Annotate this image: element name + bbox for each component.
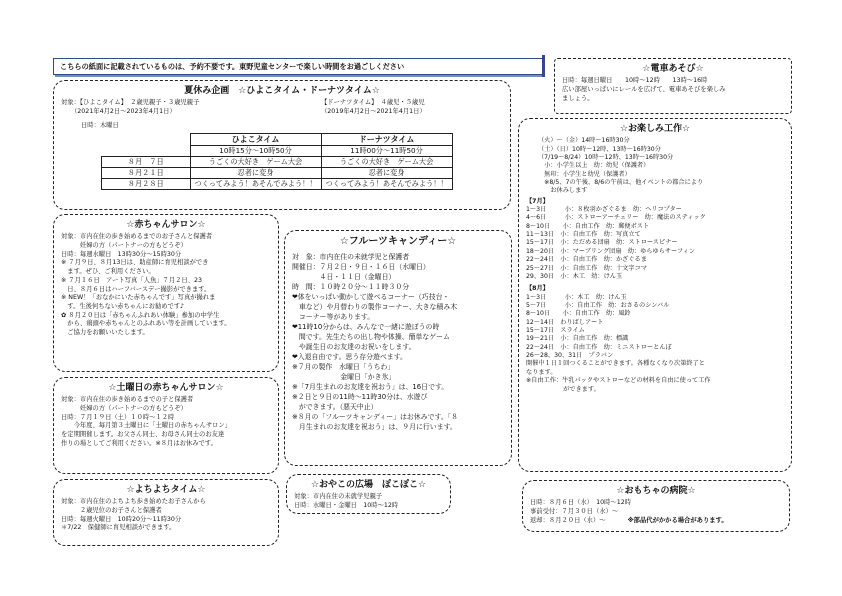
table-row: ８月２１日 忍者に変身 忍者に変身 — [102, 168, 453, 179]
hospital-note: ※部品代がかかる場合があります。 — [627, 516, 728, 524]
fruits-candy-box: ☆フルーツキャンディー☆ 対 象：市内在住の未就学児と保護者 開催日：７月２日・９日・１６日（水曜日） ４日・１１日（金曜日） 時 間：１０時２０分～１１時３０分 ❤体をいっぱい動かして遊べるコーナー（巧技台・ 車など）や月替わりの製作コーナー、大きな積み木 コーナー等があります。 ❤11時10分からは、みんなで一緒に遊ぼうの時 間です。先生たちの出し物や体操、簡単なゲーム や誕生日のお友達のお祝いをします。 ❤入退自由です。思う存分遊べます。 ※７月の製作 水曜日「うちわ」 金曜日「かき氷」 ※「7月生まれのお友達を祝おう」は、16日です。 ※２日と９日の11時～11時30分は、水遊び ができます。（悪天中止） ※８月の「フルーツキャンディー」はお休みです。「８ 月生まれのお友達を祝おう」は、９月に行います。 — [284, 230, 512, 466]
summer-title: 夏休み企画 ☆ひよこタイム・ドーナツタイム☆ — [184, 86, 380, 96]
craft-title: ☆お楽しみ工作☆ — [619, 124, 691, 134]
summer-target-b: 【ドーナツタイム】 ４歳児・５歳児 — [321, 99, 425, 107]
craft-box: ☆お楽しみ工作☆ （火）～（金）14時～16時30分 （土）（日）10時～12時、13時～16時30分 （7/19～8/24）10時～12時、13時～16時30分 小：小学生以上 幼：幼児（保護者） 無印：小学生と幼児（保護者） ※8/5、7の午後、8/6の午前は、他イベントの都合により お休みします 【7月】 1～3日 小：８枚羽かざぐるま 幼：ヘリコプター 4～6日 小：ストローアーチェリー 幼：魔法のスティック 8～10日 小：自由工作 幼：郵便ポスト 11～13日 小：自由工作 幼：写真立て 15～17日 小：ただめる団扇 幼：ストロースピナー 18～20日 小：マーブリング団扇 幼：ゆらゆらサーフィン 22～24日 小：自由工作 幼：かざぐるま 25～27日 小：自由工作 幼：十文字コマ 29、30日 小：木工 幼：けん玉 【8月】 1～3日 小：木工 幼：けん玉 5～7日 小：自由工作 幼：おさるのシンバル 8～10日 小：自由工作 幼：風鈴 12～14日 わりばしアート 15～17日 スライム 19～21日 小：自由工作 幼：標識 22～24日 小：自由工作 幼：ミニストローとんぼ 26～28、30、31日 プラバン 開催中１日１回つくることができます。各種なくなり次第終了と なります。 ※自由工作：牛乳パックやストローなどの材料を自由に使って工作 ができます。 — [518, 118, 792, 472]
summer-range-b: （2019年4月2日～2021年4月1日） — [321, 108, 426, 116]
train-box: ☆電車あそび☆ 日時：毎週日曜日 10時～12時 13時～16時 広い部屋いっぱいにレールを広げて、電車あそびを楽しみ ましょう。 — [554, 58, 792, 114]
july-heading: 【7月】 — [526, 197, 549, 205]
oyako-title: ☆おやこの広場 ぽこぽこ☆ — [310, 480, 427, 490]
summer-day: 日時：木曜日 — [81, 122, 119, 130]
baby-title: ☆赤ちゃんサロン☆ — [126, 220, 206, 230]
fruits-title: ☆フルーツキャンディー☆ — [339, 236, 457, 247]
oyako-box: ☆おやこの広場 ぽこぽこ☆ 対象：市内在住の未就学児親子 日時：水曜日・金曜日 10時～12時 — [286, 474, 451, 514]
aug-heading: 【8月】 — [526, 285, 549, 293]
baby-lines: 対象：市内在住の歩き始めるまでのお子さんと保護者 妊婦の方（パートナーの方もどうぞ） 日時：毎週水曜日 13時30分～15時30分 ※ ７月９日、８月13日は、助産師に育児相談ができ ます。ぜひ、ご利用ください。 ※ ７月１６日 アート写真「人魚」７月２日、23 日、８月６日はハーフバースデー撮影ができます。 ※ NEW！「おなかにいた赤ちゃんです」写真が撮れま す。生後何ちない赤ちゃんにお勧めです♪ ✿ ８月２０日は「赤ちゃんふれあい体験」参加の中学生 から、鶏頭や赤ちゃんとのふれあい等を計画しています。 ご協力をお願いいたします。 — [61, 233, 231, 336]
summer-event-box — [53, 80, 511, 210]
banner-accent — [542, 55, 545, 77]
table-row: ８月２８日 つくってみよう！あそんでみよう！！ つくってみよう！あそんでみよう！！ — [102, 179, 453, 190]
saturday-title: ☆土曜日の赤ちゃんサロン☆ — [108, 383, 224, 393]
notice-banner: こちらの紙面に記載されているものは、予約不要です。東野児童センターで楽しい時間をお過ごしください — [53, 58, 543, 75]
summer-target-a: 対象：【ひよこタイム】 ２歳児親子・３歳児親子 — [61, 99, 200, 107]
table-row: ８月 ７日 うごくの大好き ゲーム大会 うごくの大好き ゲーム大会 — [102, 157, 453, 168]
col-hiyoko-time: 10時15分～10時50分 — [190, 146, 321, 157]
train-title: ☆電車あそび☆ — [642, 64, 704, 74]
toy-hospital-box: ☆おもちゃの病院☆ 日時：８月６日（水） 10時～12時 事前受付：７月３０日（水）～ 返却：８月２０日（水）～ ※部品代がかかる場合があります。 — [522, 480, 790, 532]
hospital-title: ☆おもちゃの病院☆ — [616, 486, 696, 496]
summer-range-a: （2021年4月2日～2023年4月1日） — [71, 108, 176, 116]
summer-schedule-table — [101, 133, 453, 190]
col-donut-time: 11時00分～11時50分 — [321, 146, 452, 157]
yochiyochi-box: ☆よちよちタイム☆ 対象：市内在住のよちよち歩き始めたお子さんから ２歳児位のお子さんと保護者 日時：毎週火曜日 10時20分～11時30分 ＊7/22 保健師に育児相談ができます。 — [53, 479, 279, 546]
baby-salon-box — [53, 214, 279, 372]
col-donut: ドーナツタイム — [321, 134, 452, 146]
col-hiyoko: ひよこタイム — [190, 134, 321, 146]
saturday-salon-box: ☆土曜日の赤ちゃんサロン☆ 対象：市内在住の歩き始めるまでの子と保護者 妊婦の方（パートナーの方もどうぞ） 日時：７月１９日（土）１０時～１２時 今年度、毎月第３土曜日に「土曜日の赤ちゃんサロン」 を定期開催します。お父さん同士、お母さん同士のお友達 作りの場としてご利用ください。※８月はお休みです。 — [53, 377, 279, 474]
yochiyochi-title: ☆よちよちタイム☆ — [126, 485, 206, 495]
